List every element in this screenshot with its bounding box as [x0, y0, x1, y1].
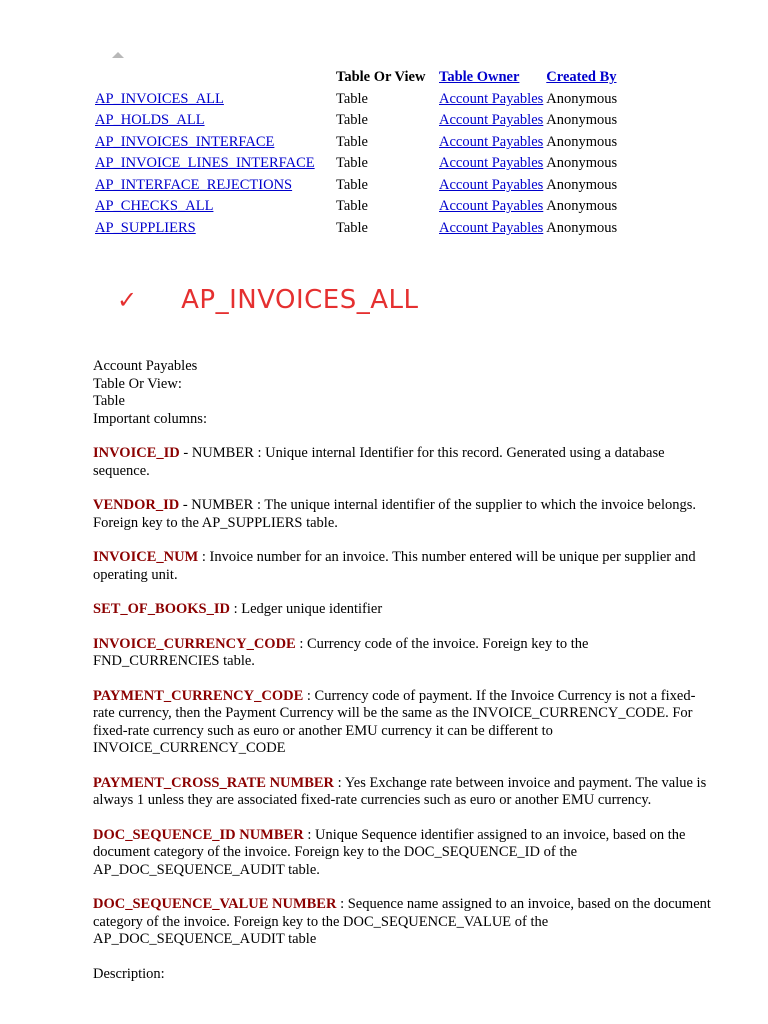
table-name-link[interactable]: AP_INVOICES_INTERFACE [95, 133, 275, 150]
table-type-cell: Table [336, 155, 368, 172]
table-details [93, 358, 713, 983]
section-heading-title: AP_INVOICES_ALL [181, 285, 419, 315]
column-definition [93, 827, 713, 880]
table-row [95, 196, 620, 218]
table-name-link[interactable]: AP_CHECKS_ALL [95, 198, 214, 215]
table-type-cell: Table [336, 219, 368, 236]
header-table-or-view: Table Or View [336, 69, 426, 86]
section-heading [117, 280, 419, 320]
column-description: NUMBER : The unique internal identifier of the supplier to which the invoice belongs. Foreign key to the AP_SUPPLIERS table. [93, 497, 697, 531]
table-row [95, 218, 620, 240]
column-name: INVOICE_NUM [93, 549, 199, 565]
table-row [95, 89, 620, 111]
column-description: Yes Exchange rate between invoice and payment. The value is always 1 unless they are associated fixed-rate currencies such as euro or another EMU currency. [93, 774, 707, 808]
table-name-link[interactable]: AP_INTERFACE_REJECTIONS [95, 176, 293, 193]
column-name: PAYMENT_CURRENCY_CODE [93, 687, 304, 704]
table-header-row [95, 67, 620, 89]
column-name: SET_OF_BOOKS_ID [93, 601, 230, 617]
column-description: Currency code of the invoice. Foreign key to the FND_CURRENCIES table. [93, 635, 589, 669]
table-owner-link[interactable]: Account Payables [439, 133, 544, 150]
table-type-cell: Table [336, 90, 368, 107]
column-separator: : [303, 826, 315, 843]
column-name: PAYMENT_CROSS_RATE NUMBER [93, 774, 335, 791]
column-separator: : [229, 601, 242, 617]
table-or-view-label: Table Or View: [93, 375, 182, 392]
column-name: INVOICE_CURRENCY_CODE [93, 635, 296, 652]
column-description: Invoice number for an invoice. This number entered will be unique per supplier and operating unit. [93, 549, 696, 583]
table-name-link[interactable]: AP_INVOICES_ALL [95, 90, 224, 107]
table-row [95, 175, 620, 197]
created-by-cell: Anonymous [546, 112, 618, 129]
header-created-by-link[interactable]: Created By [546, 69, 617, 86]
column-name: INVOICE_ID [93, 445, 180, 461]
column-definition [93, 636, 713, 671]
table-name-cell [95, 175, 336, 197]
description-label: Description: [93, 965, 165, 982]
column-definition [93, 549, 713, 584]
created-by-cell: Anonymous [546, 133, 618, 150]
table-owner-cell [439, 89, 546, 111]
column-definition [93, 601, 713, 619]
table-owner-cell [439, 218, 546, 240]
created-by-cell: Anonymous [546, 219, 618, 236]
header-name [95, 67, 336, 89]
table-name-cell [95, 218, 336, 240]
objects-table [95, 67, 620, 239]
table-type-cell: Table [336, 176, 368, 193]
objects-table-body [95, 89, 620, 240]
table-name-cell [95, 153, 336, 175]
column-separator: : [198, 549, 210, 565]
table-owner-link[interactable]: Account Payables [439, 112, 544, 129]
table-type-cell: Table [336, 133, 368, 150]
table-owner-cell [439, 196, 546, 218]
table-owner-link[interactable]: Account Payables [439, 198, 544, 215]
column-description: Currency code of payment. If the Invoice Currency is not a fixed-rate currency, then the Payment Currency will be the same as the INVOICE_CURRENCY_CODE. For fixed-rate currency such as euro or another EMU currency it can be different to INVOICE_CURRENCY_CODE [93, 687, 696, 756]
column-separator: - [179, 497, 192, 513]
table-owner-cell [439, 132, 546, 154]
table-owner-cell [439, 110, 546, 132]
checkmark-icon: ✓ [117, 286, 138, 314]
created-by-cell: Anonymous [546, 90, 618, 107]
column-description: NUMBER : Unique internal Identifier for this record. Generated using a database sequence. [93, 445, 665, 479]
column-name: DOC_SEQUENCE_ID NUMBER [93, 826, 304, 843]
table-owner-cell [439, 175, 546, 197]
table-name-link[interactable]: AP_SUPPLIERS [95, 219, 196, 236]
table-type-cell: Table [336, 198, 368, 215]
created-by-cell: Anonymous [546, 155, 618, 172]
column-separator: : [336, 896, 348, 912]
table-row [95, 110, 620, 132]
column-definition [93, 445, 713, 480]
table-name-cell [95, 196, 336, 218]
column-description: Ledger unique identifier [241, 601, 383, 617]
column-name: VENDOR_ID [93, 497, 180, 513]
table-name-link[interactable]: AP_INVOICE_LINES_INTERFACE [95, 155, 315, 172]
column-separator: : [295, 635, 308, 652]
table-owner-cell [439, 153, 546, 175]
column-definitions [93, 445, 713, 949]
table-owner-link[interactable]: Account Payables [439, 90, 544, 107]
table-row [95, 132, 620, 154]
table-owner-link[interactable]: Account Payables [439, 176, 544, 193]
table-name-cell [95, 132, 336, 154]
table-owner-link[interactable]: Account Payables [439, 155, 544, 172]
column-separator: : [303, 687, 315, 704]
column-definition [93, 775, 713, 810]
table-owner-link[interactable]: Account Payables [439, 219, 544, 236]
created-by-cell: Anonymous [546, 176, 618, 193]
table-name-link[interactable]: AP_HOLDS_ALL [95, 112, 205, 129]
created-by-cell: Anonymous [546, 198, 618, 215]
table-owner-text: Account Payables [93, 358, 198, 374]
column-description: Unique Sequence identifier assigned to an invoice, based on the document category of the invoice. Foreign key to the DOC_SEQUENCE_ID of the AP_DOC_SEQUENCE_AUDIT table. [93, 826, 686, 878]
important-columns-label: Important columns: [93, 410, 207, 427]
column-separator: - [179, 445, 192, 461]
table-or-view-value: Table [93, 393, 125, 409]
header-table-owner-link[interactable]: Table Owner [439, 69, 520, 86]
column-separator: : [334, 774, 345, 791]
table-name-cell [95, 110, 336, 132]
column-description: Sequence name assigned to an invoice, based on the document category of the invoice. Foreign key to the DOC_SEQUENCE_VALUE of the AP_DOC_SEQUENCE_AUDIT table [93, 896, 711, 947]
column-definition [93, 896, 713, 949]
table-type-cell: Table [336, 112, 368, 129]
table-row [95, 153, 620, 175]
table-name-cell [95, 89, 336, 111]
scroll-up-arrow-icon[interactable] [112, 52, 124, 58]
column-definition [93, 497, 713, 532]
column-definition [93, 688, 713, 758]
column-name: DOC_SEQUENCE_VALUE NUMBER [93, 896, 337, 912]
